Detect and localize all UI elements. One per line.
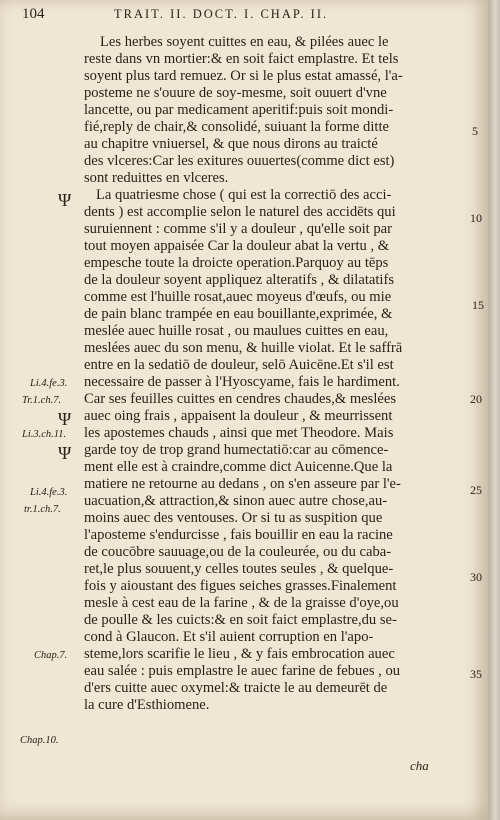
text-line: fié,reply de chair,& consolidé, suiuant la forme ditte bbox=[84, 119, 389, 135]
text-line: lancette, ou par medicament aperitif:puis soit mondi- bbox=[84, 102, 394, 118]
line-number: 15 bbox=[472, 298, 484, 312]
text-line: fois y aioustant des figues seiches grasses.Finalement bbox=[84, 578, 397, 594]
page-number: 104 bbox=[22, 6, 45, 22]
paragraph-mark-2: Ψ bbox=[58, 409, 72, 429]
text-line: comme est l'huille rosat,auec moyeus d'œufs, ou mie bbox=[84, 289, 392, 305]
text-line: suruiennent : comme s'il y a douleur , qu'elle soit par bbox=[84, 221, 393, 237]
text-line: matiere ne retourne au dedans , on s'en asseure par l'e- bbox=[84, 476, 401, 492]
text-line: d'ers cuitte auec oxymel:& traicte le au demeurēt de bbox=[84, 680, 388, 696]
text-line: l'aposteme s'endurcisse , fais bouillir en eau la racine bbox=[84, 527, 393, 543]
text-line: mesle à cest eau de la farine , & de la graisse d'oye,ou bbox=[84, 595, 399, 611]
text-line: au chapitre vniuersel, & que nous dirons au traicté bbox=[84, 136, 378, 152]
line-number: 5 bbox=[472, 124, 478, 138]
text-line: ret,le plus souuent,y celles toutes seules , & quelque- bbox=[84, 561, 394, 577]
text-line: de coucōbre sauuage,ou de la couleurée, ou du caba- bbox=[84, 544, 392, 560]
text-line: empesche toute la droicte operation.Parquoy au tēps bbox=[84, 255, 389, 271]
line-number: 20 bbox=[470, 392, 482, 406]
text-line: uacuation,& attraction,& sinon auec autre chose,au- bbox=[84, 493, 388, 509]
text-line: Les herbes soyent cuittes en eau, & pilées auec le bbox=[100, 34, 389, 50]
text-line: La quatriesme chose ( qui est la correctiō des acci- bbox=[96, 187, 392, 203]
running-title: TRAIT. II. DOCT. I. CHAP. II. bbox=[114, 7, 329, 21]
line-number: 25 bbox=[470, 483, 482, 497]
text-line: posteme ne s'ouure de soy-mesme, soit ouuert d'vne bbox=[84, 85, 387, 101]
text-line: cond à Glaucon. Et s'il auient corruption en l'apo- bbox=[84, 629, 374, 645]
body-text bbox=[84, 34, 470, 714]
text-line: les apostemes chauds , ainsi que met Theodore. Mais bbox=[84, 425, 394, 441]
line-number: 35 bbox=[470, 667, 482, 681]
text-line: steme,lors scarifie le lieu , & y fais embrocation auec bbox=[84, 646, 395, 662]
text-line: entre en la sedatiō de douleur, selō Auicēne.Et s'il est bbox=[84, 357, 394, 373]
margin-note: Li.4.fe.3. bbox=[30, 378, 68, 389]
text-line: Car ses feuilles cuittes en cendres chaudes,& meslées bbox=[84, 391, 397, 407]
margin-note: tr.1.ch.7. bbox=[24, 504, 61, 515]
text-line: tout moyen appaisée Car la douleur abat la vertu , & bbox=[84, 238, 390, 254]
text-line: la cure d'Esthiomene. bbox=[84, 697, 210, 713]
line-number: 30 bbox=[470, 570, 482, 584]
text-line: moins auec des ventouses. Or si tu as suspition que bbox=[84, 510, 383, 526]
text-line: reste dans vn mortier:& en soit faict emplastre. Et tels bbox=[84, 51, 399, 67]
page-header bbox=[22, 6, 462, 26]
text-line: garde toy de trop grand humectatiō:car au cōmence- bbox=[84, 442, 389, 458]
margin-note: Li.4.fe.3. bbox=[30, 487, 68, 498]
text-line: necessaire de passer à l'Hyoscyame, fais le hardiment. bbox=[84, 374, 400, 390]
margin-note: Chap.7. bbox=[34, 650, 68, 661]
text-line: dents ) est accomplie selon le naturel des accidēts qui bbox=[84, 204, 396, 220]
catchword: cha bbox=[410, 758, 429, 773]
text-line: de la douleur soyent appliquez alteratifs , & dilatatifs bbox=[84, 272, 395, 288]
margin-note: Li.3.ch.11. bbox=[22, 429, 67, 440]
text-line: de poulle & les cuicts:& en soit faict emplastre,du se- bbox=[84, 612, 397, 628]
text-line: auec oing frais , appaisent la douleur , & meurrissent bbox=[84, 408, 393, 424]
text-line: soyent plus tard remuez. Or si le plus estat amassé, l'a- bbox=[84, 68, 403, 84]
page-edge bbox=[488, 0, 500, 820]
paragraph-mark-1: Ψ bbox=[58, 190, 72, 210]
text-line: meslées auec du son menu, & huille violat. Et le saffrā bbox=[84, 340, 403, 356]
paragraph-mark-3: Ψ bbox=[58, 443, 72, 463]
text-line: ment elle est à craindre,comme dict Auicenne.Que la bbox=[84, 459, 393, 475]
text-line: sont reduittes en vlceres. bbox=[84, 170, 229, 186]
margin-note: Tr.1.ch.7. bbox=[22, 395, 62, 406]
margin-note: Chap.10. bbox=[20, 735, 59, 746]
text-line: eau salée : puis emplastre le auec farine de febues , ou bbox=[84, 663, 401, 679]
line-number: 10 bbox=[470, 211, 482, 225]
text-line: de pain blanc trampée en eau bouillante,exprimée, & bbox=[84, 306, 393, 322]
text-line: des vlceres:Car les exitures ouuertes(comme dict est) bbox=[84, 153, 395, 169]
text-line: meslée auec huille rosat , ou maulues cuittes en eau, bbox=[84, 323, 389, 339]
